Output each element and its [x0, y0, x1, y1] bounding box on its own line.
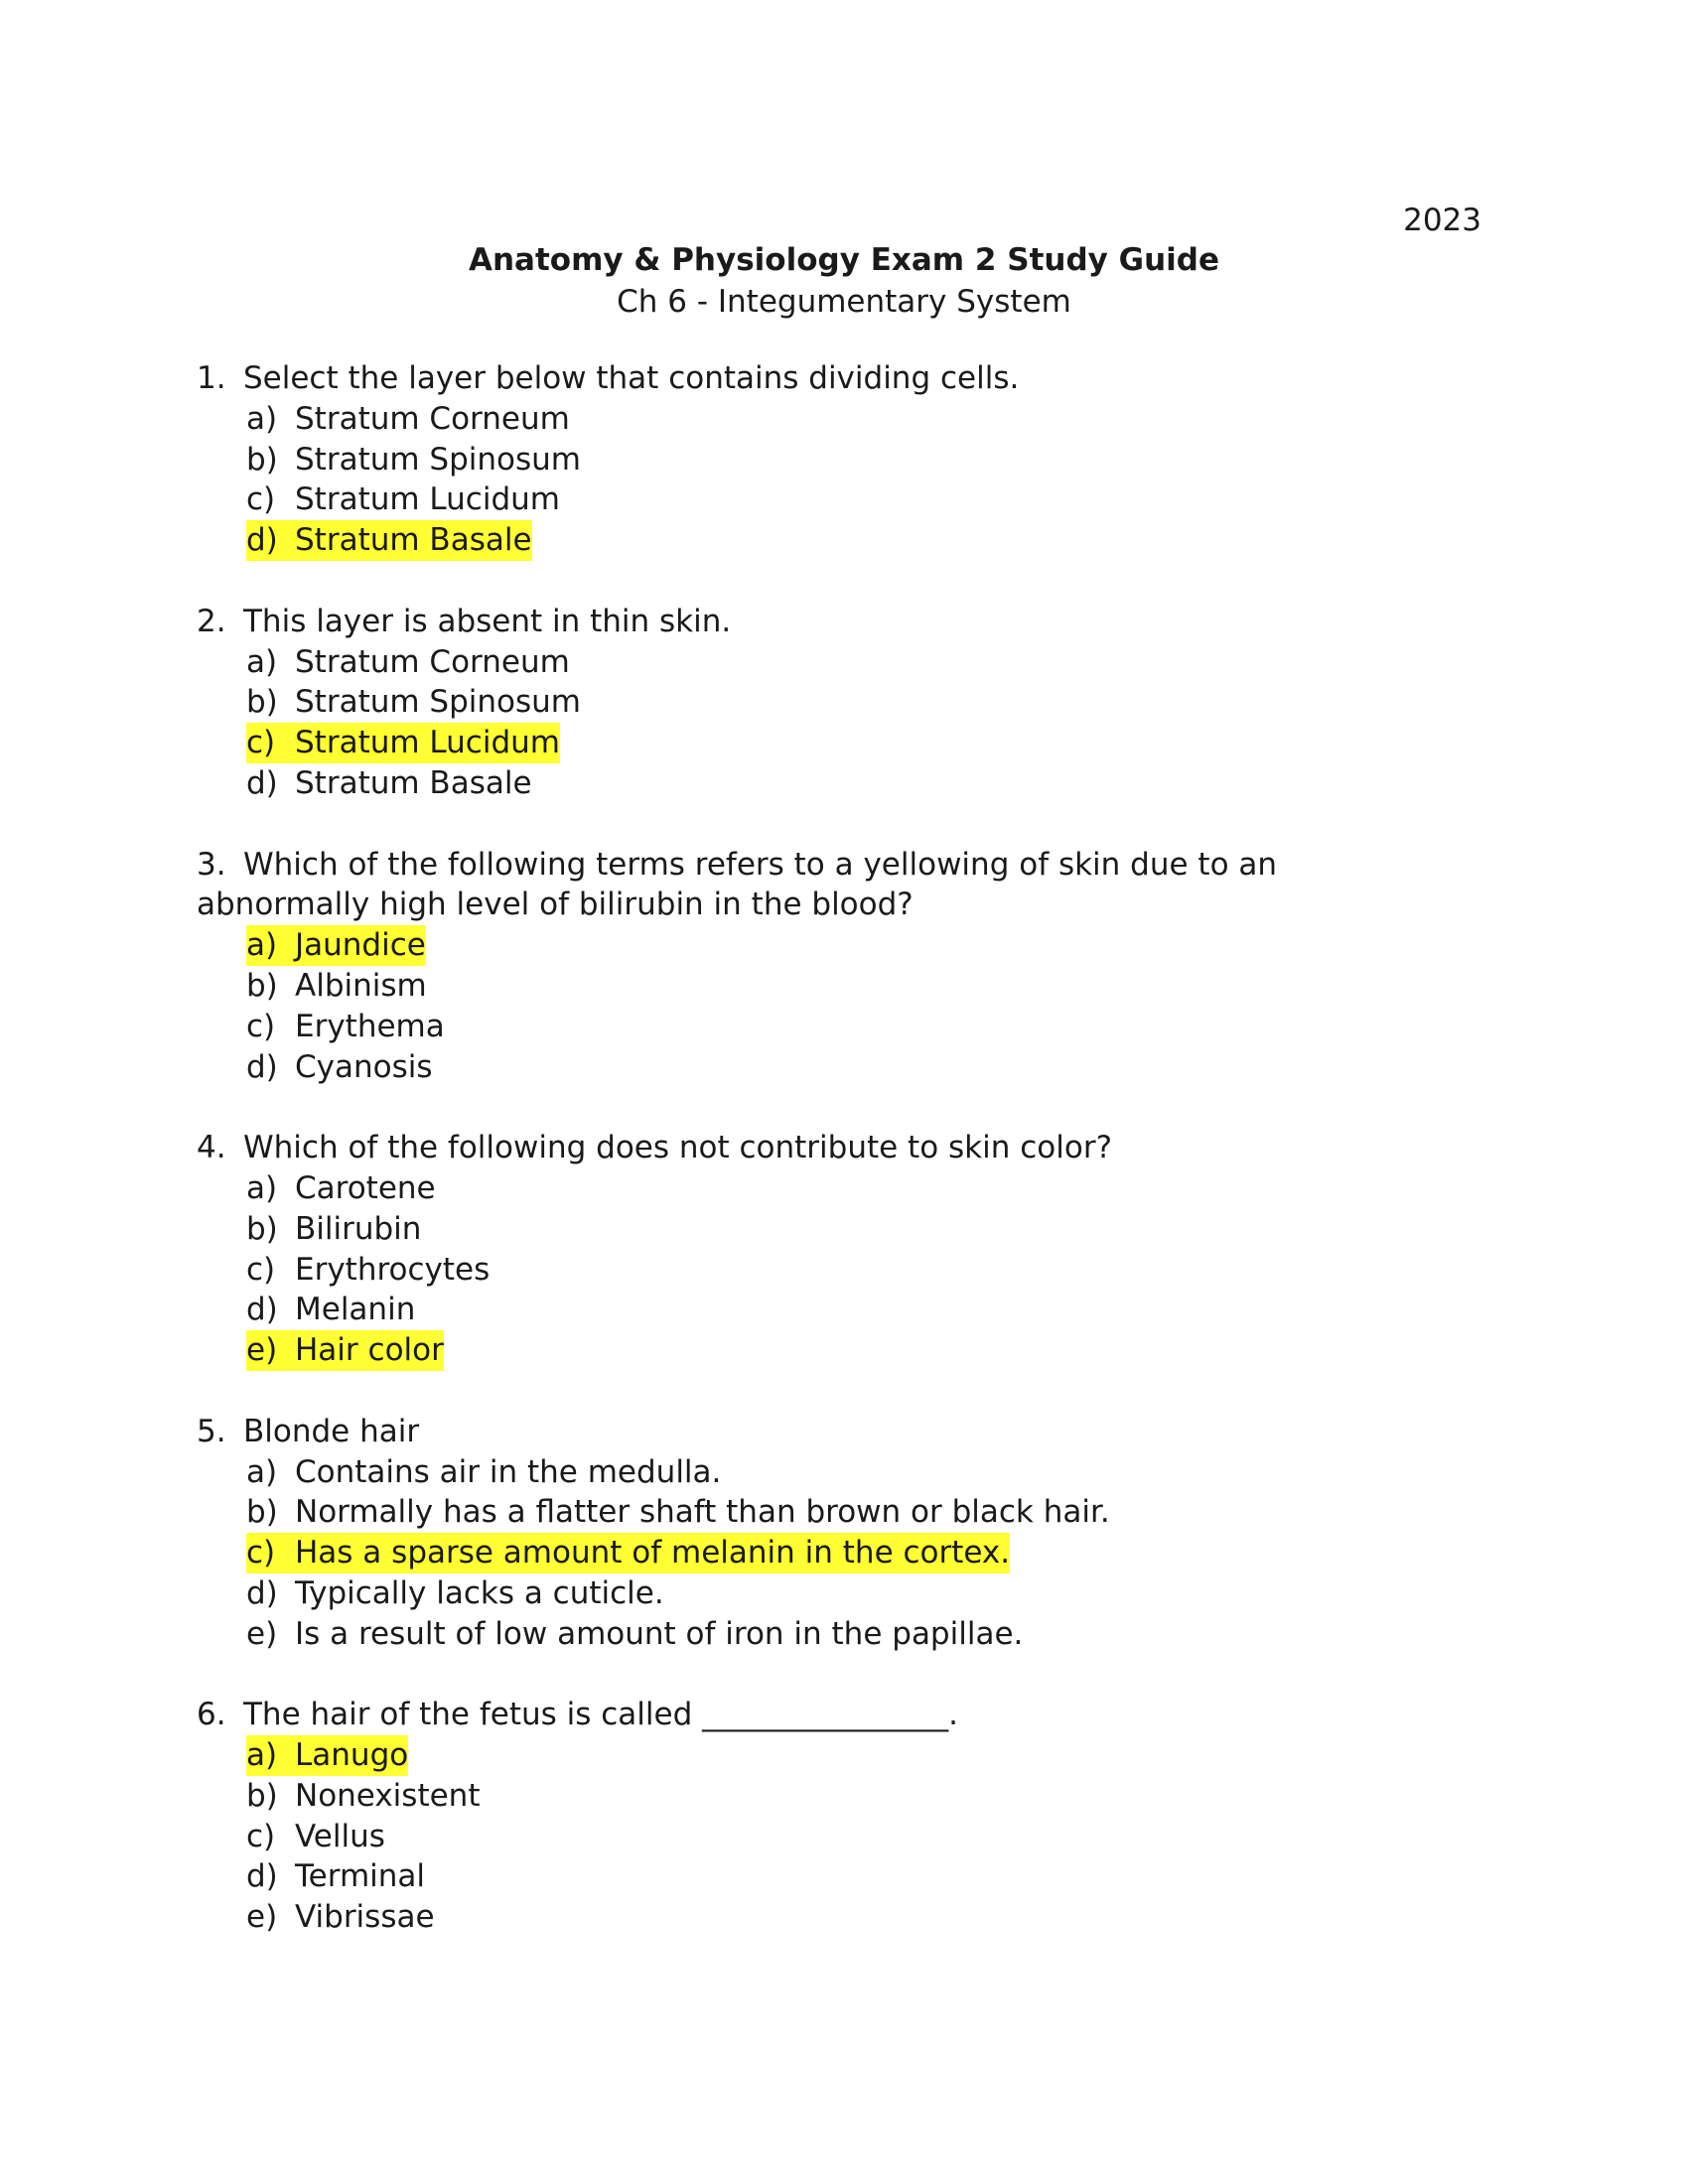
correct-answer-highlight	[246, 925, 426, 966]
answer-options	[197, 1168, 1388, 1371]
question-1	[197, 358, 1388, 561]
question-number: 6.	[197, 1697, 226, 1733]
question-text-continued: abnormally high level of bilirubin in the blood?	[197, 887, 914, 923]
option-text: Terminal	[295, 1858, 426, 1895]
document-subtitle: Ch 6 - Integumentary System	[617, 284, 1071, 320]
answer-option-content	[246, 1007, 445, 1047]
option-text: Albinism	[295, 967, 427, 1004]
option-label: c)	[246, 1008, 276, 1044]
question-stem	[197, 1695, 1388, 1735]
option-label: a)	[246, 400, 278, 437]
answer-option-content	[246, 763, 532, 804]
option-text: Bilirubin	[295, 1210, 422, 1247]
answer-option	[246, 399, 1388, 440]
answer-option-content	[246, 1492, 1110, 1533]
correct-answer-highlight	[246, 520, 532, 561]
option-text: Nonexistent	[295, 1777, 481, 1814]
option-label: c)	[246, 1251, 276, 1288]
answer-option	[246, 1533, 1388, 1573]
answer-option	[246, 1776, 1388, 1817]
answer-option	[246, 723, 1388, 763]
correct-answer-highlight	[246, 1533, 1010, 1573]
answer-option-content	[246, 1250, 490, 1291]
option-text: Stratum Corneum	[295, 400, 570, 437]
option-text: Stratum Basale	[295, 522, 532, 559]
option-label: d)	[246, 522, 278, 559]
question-text: This layer is absent in thin skin.	[243, 603, 732, 639]
option-label: b)	[246, 1494, 278, 1531]
option-label: b)	[246, 1777, 278, 1814]
option-label: e)	[246, 1332, 278, 1369]
option-label: b)	[246, 441, 278, 478]
question-4	[197, 1128, 1388, 1371]
option-label: a)	[246, 1737, 278, 1774]
option-label: d)	[246, 1048, 278, 1085]
option-label: e)	[246, 1899, 278, 1936]
answer-option	[246, 1290, 1388, 1330]
answer-option	[246, 479, 1388, 520]
question-number: 1.	[197, 360, 226, 396]
answer-option-content	[246, 1209, 421, 1250]
option-text: Stratum Corneum	[295, 643, 570, 680]
answer-option	[246, 1168, 1388, 1209]
option-text: Carotene	[295, 1169, 436, 1206]
answer-option	[246, 1817, 1388, 1857]
correct-answer-highlight	[246, 1330, 444, 1371]
option-text: Has a sparse amount of melanin in the cortex.	[295, 1535, 1011, 1571]
answer-option-content	[246, 1856, 425, 1897]
option-text: Typically lacks a cuticle.	[295, 1574, 664, 1611]
answer-options	[197, 1735, 1388, 1938]
answer-option	[246, 642, 1388, 683]
answer-option-content	[246, 1168, 436, 1209]
option-label: a)	[246, 927, 278, 964]
answer-option	[246, 440, 1388, 480]
option-label: e)	[246, 1615, 278, 1652]
answer-option	[246, 925, 1388, 966]
question-stem	[197, 1128, 1388, 1168]
answer-option-content	[246, 1614, 1023, 1655]
question-number: 2.	[197, 603, 226, 639]
answer-option	[246, 1250, 1388, 1291]
question-number: 5.	[197, 1413, 226, 1449]
answer-option	[246, 1856, 1388, 1897]
option-text: Stratum Lucidum	[295, 481, 560, 518]
question-number: 4.	[197, 1130, 226, 1166]
answer-option-content	[246, 399, 570, 440]
option-label: c)	[246, 1818, 276, 1854]
question-stem	[197, 845, 1388, 886]
answer-option-content	[246, 1573, 664, 1614]
option-text: Hair color	[295, 1332, 444, 1369]
answer-option-content	[246, 479, 560, 520]
option-text: Contains air in the medulla.	[295, 1453, 722, 1490]
answer-option	[246, 1330, 1388, 1371]
answer-options	[197, 1452, 1388, 1655]
option-text: Stratum Spinosum	[295, 684, 582, 721]
question-text: Select the layer below that contains dividing cells.	[243, 360, 1020, 396]
answer-option	[246, 1452, 1388, 1493]
option-label: a)	[246, 643, 278, 680]
question-text: Blonde hair	[243, 1413, 420, 1449]
question-6	[197, 1695, 1388, 1938]
option-label: d)	[246, 1574, 278, 1611]
question-stem	[197, 358, 1388, 399]
option-text: Erythema	[295, 1008, 445, 1044]
document-year: 2023	[1403, 203, 1481, 238]
option-text: Stratum Basale	[295, 764, 532, 801]
correct-answer-highlight	[246, 1735, 408, 1776]
answer-option	[246, 1614, 1388, 1655]
document-title: Anatomy & Physiology Exam 2 Study Guide	[468, 242, 1220, 278]
option-text: Lanugo	[295, 1737, 409, 1774]
option-label: a)	[246, 1453, 278, 1490]
answer-option	[246, 1007, 1388, 1047]
answer-option	[246, 966, 1388, 1007]
option-label: b)	[246, 684, 278, 721]
answer-option	[246, 1735, 1388, 1776]
option-text: Normally has a flatter shaft than brown or black hair.	[295, 1494, 1110, 1531]
answer-option-content	[246, 1290, 415, 1330]
option-text: Melanin	[295, 1292, 416, 1328]
answer-options	[197, 642, 1388, 804]
answer-option-content	[246, 1897, 435, 1938]
answer-option-content	[246, 642, 570, 683]
answer-option-content	[246, 440, 581, 480]
option-text: Is a result of low amount of iron in the papillae.	[295, 1615, 1024, 1652]
answer-options	[197, 399, 1388, 561]
answer-option-content	[246, 1047, 433, 1088]
question-number: 3.	[197, 846, 226, 883]
answer-option-content	[246, 682, 581, 723]
question-2	[197, 602, 1388, 804]
answer-option	[246, 1492, 1388, 1533]
option-text: Cyanosis	[295, 1048, 433, 1085]
answer-option	[246, 1573, 1388, 1614]
question-text: Which of the following does not contribute to skin color?	[243, 1130, 1113, 1166]
answer-option	[246, 1209, 1388, 1250]
question-stem	[197, 1412, 1388, 1452]
answer-option	[246, 1897, 1388, 1938]
question-list	[197, 358, 1388, 1979]
option-label: c)	[246, 481, 276, 518]
answer-option	[246, 1047, 1388, 1088]
question-text: Which of the following terms refers to a yellowing of skin due to an	[243, 846, 1278, 883]
option-text: Erythrocytes	[295, 1251, 491, 1288]
answer-option	[246, 520, 1388, 561]
answer-option-content	[246, 966, 427, 1007]
option-label: c)	[246, 725, 276, 761]
option-label: d)	[246, 1858, 278, 1895]
question-5	[197, 1412, 1388, 1655]
option-text: Stratum Spinosum	[295, 441, 582, 478]
answer-option	[246, 682, 1388, 723]
option-text: Stratum Lucidum	[295, 725, 560, 761]
option-label: a)	[246, 1169, 278, 1206]
answer-option-content	[246, 1776, 480, 1817]
question-stem	[197, 602, 1388, 642]
option-label: b)	[246, 1210, 278, 1247]
question-text: The hair of the fetus is called ________________.	[243, 1697, 958, 1733]
answer-options	[197, 925, 1388, 1087]
answer-option-content	[246, 1452, 721, 1493]
correct-answer-highlight	[246, 723, 560, 763]
question-3	[197, 845, 1388, 1088]
option-text: Vellus	[295, 1818, 385, 1854]
option-label: d)	[246, 764, 278, 801]
option-label: c)	[246, 1535, 276, 1571]
answer-option-content	[246, 1817, 385, 1857]
option-label: b)	[246, 967, 278, 1004]
option-text: Jaundice	[295, 927, 426, 964]
answer-option	[246, 763, 1388, 804]
option-label: d)	[246, 1292, 278, 1328]
option-text: Vibrissae	[295, 1899, 435, 1936]
